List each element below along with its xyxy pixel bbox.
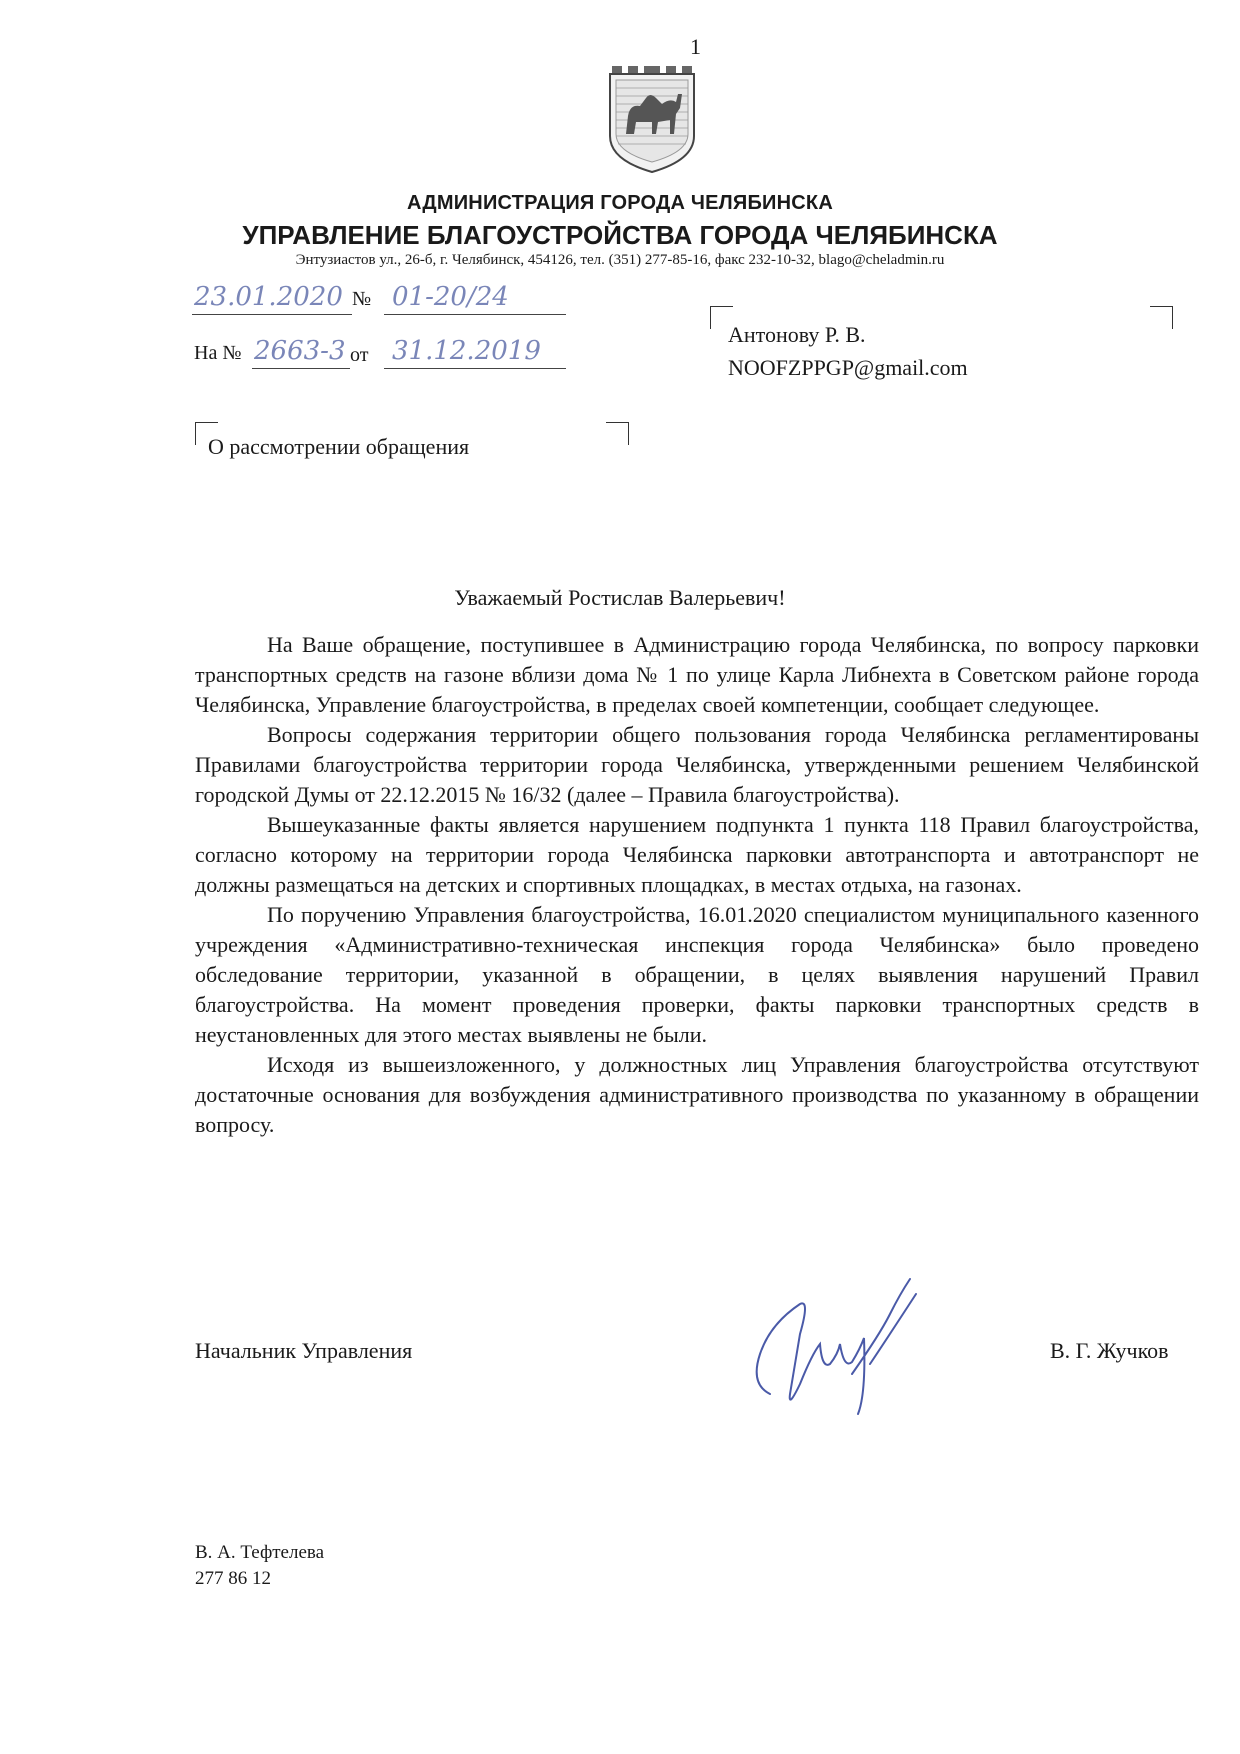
addressee-email: NOOFZPPGP@gmail.com — [728, 355, 968, 380]
reference-from-label: от — [350, 344, 369, 366]
reference-label: На № — [194, 342, 242, 364]
org-contacts: Энтузиастов ул., 26-б, г. Челябинск, 454126, тел. (351) 277-85-16, факс 232-10-32, blago@cheladmin.ru — [295, 252, 945, 268]
subject-corner-right — [606, 422, 629, 445]
subject-line: О рассмотрении обращения — [208, 434, 470, 459]
org-name-line1: АДМИНИСТРАЦИЯ ГОРОДА ЧЕЛЯБИНСКА — [407, 192, 833, 214]
number-label: № — [352, 288, 372, 310]
greeting: Уважаемый Ростислав Валерьевич! — [454, 585, 786, 610]
handwritten-signature-icon — [740, 1274, 940, 1424]
executor-phone: 277 86 12 — [195, 1568, 271, 1589]
paragraph: На Ваше обращение, поступившее в Администрацию города Челябинска, по вопросу парковки транспортных средств на газоне вблизи дома № 1 по улице Карла Либнехта в Советском районе города Челябинска, Управление благоустройства, в пределах своей компетенции, сообщает следующее. — [195, 632, 1199, 717]
paragraph: Вышеуказанные факты является нарушением подпункта 1 пункта 118 Правил благоустройства, согласно которому на территории города Челябинска парковки автотранспорта и автотранспорт не должны размещаться на детских и спортивных площадках, в местах отдыха, на газонах. — [195, 812, 1199, 897]
city-emblem-icon — [606, 64, 698, 176]
addressee-name: Антонову Р. В. — [728, 322, 866, 347]
reference-number-underline — [252, 368, 350, 369]
reference-number: 2663-3 — [254, 336, 346, 366]
reference-date-underline — [384, 368, 566, 369]
outgoing-registration — [192, 282, 572, 316]
org-name-line2: УПРАВЛЕНИЕ БЛАГОУСТРОЙСТВА ГОРОДА ЧЕЛЯБИНСКА — [242, 220, 998, 250]
paragraph: Исходя из вышеизложенного, у должностных лиц Управления благоустройства отсутствуют достаточные основания для возбуждения административного производства по указанному в обращении вопросу. — [195, 1052, 1199, 1137]
paragraph: Вопросы содержания территории общего пользования города Челябинска регламентированы Правилами благоустройства территории города Челябинска, утвержденными решением Челябинской городской Думы от 22.12.2015 № 16/32 (далее – Правила благоустройства). — [195, 722, 1199, 807]
signatory-name: В. Г. Жучков — [1050, 1338, 1169, 1363]
number-underline — [384, 314, 566, 315]
outgoing-number: 01-20/24 — [392, 282, 509, 312]
page-number: 1 — [690, 34, 701, 59]
signatory-title: Начальник Управления — [195, 1338, 413, 1363]
executor-name: В. А. Тефтелева — [195, 1542, 325, 1563]
letter-body — [195, 630, 1199, 1140]
addressee-corner-right — [1150, 306, 1173, 329]
paragraph: По поручению Управления благоустройства, 16.01.2020 специалистом муниципального казенного учреждения «Административно-техническая инспекция города Челябинска» было проведено обследование территории, указанной в обращении, в целях выявления нарушений Правил благоустройства. На момент проведения проверки, факты парковки транспортных средств в неустановленных для этого местах выявлены не были. — [195, 902, 1199, 1047]
reference-date: 31.12.2019 — [392, 336, 541, 366]
executor-block — [195, 1540, 324, 1592]
addressee-block — [728, 318, 968, 384]
reference-registration — [192, 336, 572, 370]
date-underline — [192, 314, 352, 315]
outgoing-date: 23.01.2020 — [194, 282, 343, 312]
